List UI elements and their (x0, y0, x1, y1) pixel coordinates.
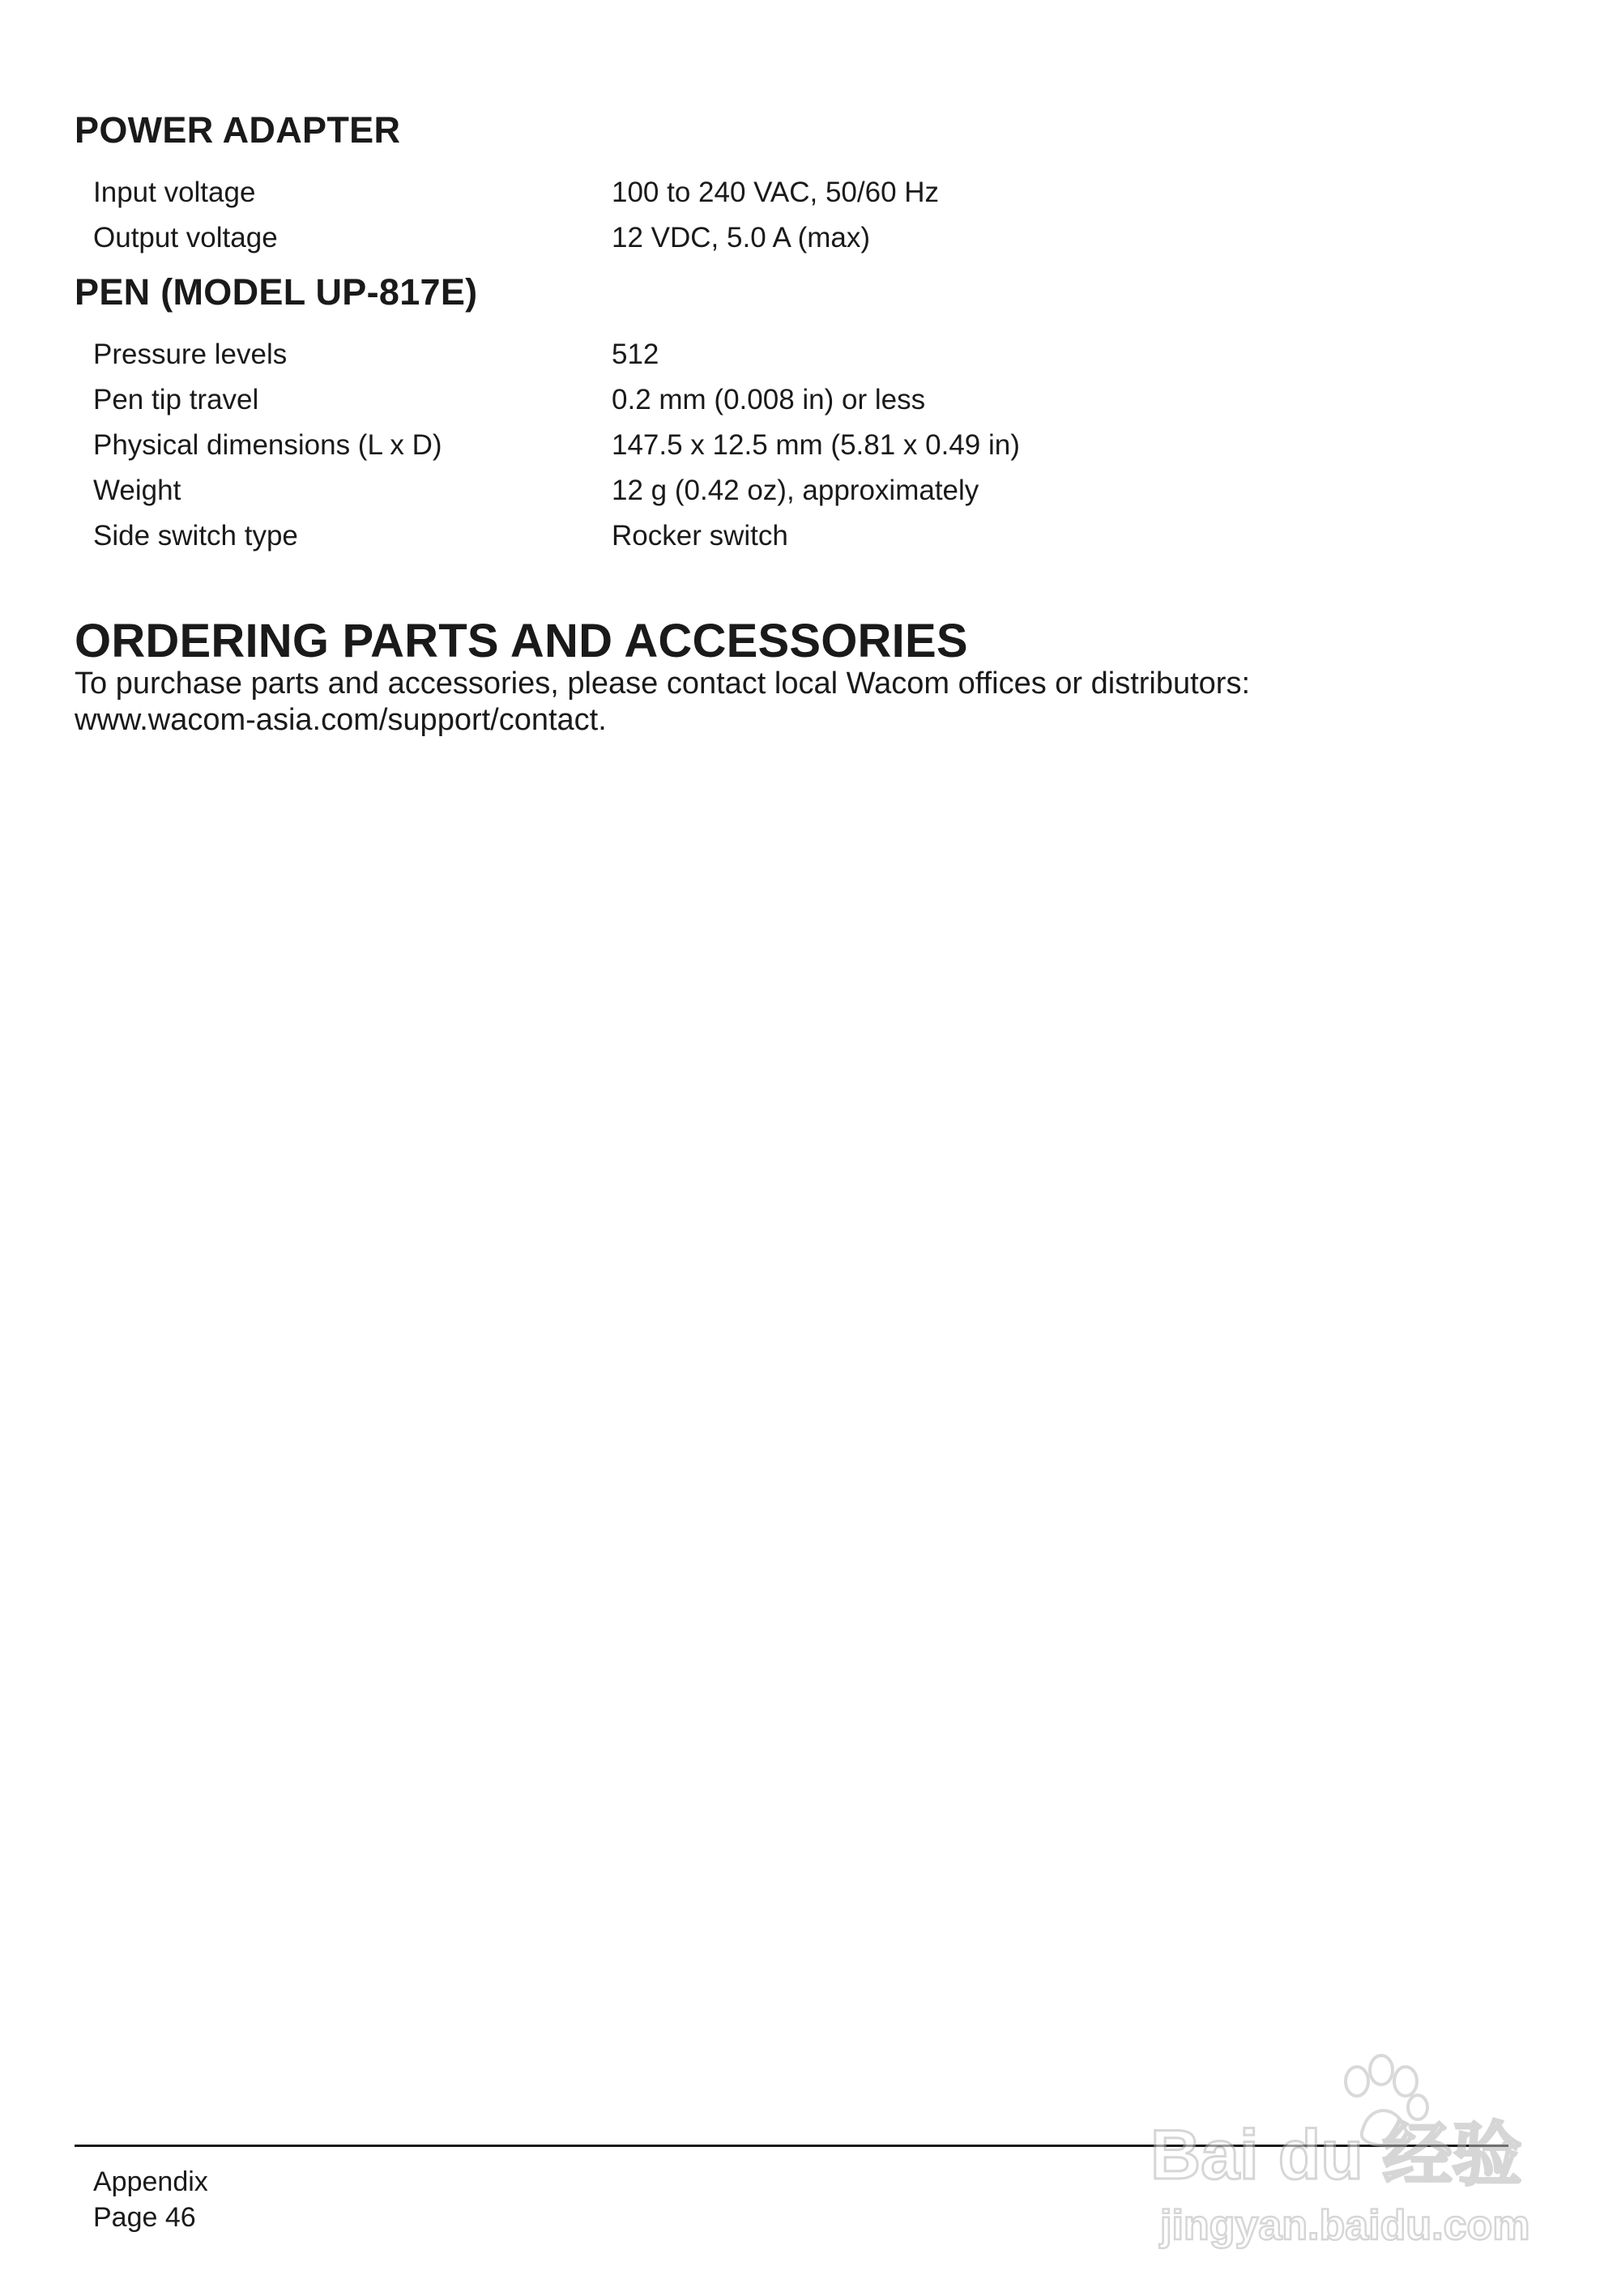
footer-page-number: Page 46 (93, 2202, 196, 2233)
page-footer (93, 2164, 208, 2235)
spec-value: 12 g (0.42 oz), approximately (612, 475, 979, 506)
ordering-text-line: To purchase parts and accessories, please contact local Wacom offices or distributors: (75, 667, 1251, 701)
spec-row (93, 215, 1470, 261)
watermark-url-text: jingyan.baidu.com (1160, 2202, 1530, 2249)
spec-label: Pen tip travel (93, 384, 259, 415)
spec-row (93, 468, 1470, 513)
spec-row (93, 170, 1470, 215)
spec-label: Weight (93, 475, 181, 506)
spec-label: Input voltage (93, 177, 256, 208)
ordering-url: www.wacom-asia.com/support/contact. (75, 703, 607, 737)
pen-spec-table (93, 332, 1470, 559)
spec-value: 512 (612, 339, 659, 370)
spec-value: 12 VDC, 5.0 A (max) (612, 222, 871, 253)
pen-heading: PEN (MODEL UP-817E) (75, 271, 478, 313)
spec-row (93, 332, 1470, 377)
spec-value: 100 to 240 VAC, 50/60 Hz (612, 177, 940, 208)
watermark-logo-text: Bai du 经验 (1150, 2116, 1522, 2194)
ordering-paragraph (75, 666, 1533, 739)
power-adapter-spec-table (93, 170, 1470, 261)
spec-value: 147.5 x 12.5 mm (5.81 x 0.49 in) (612, 429, 1020, 461)
spec-value: 0.2 mm (0.008 in) or less (612, 384, 926, 415)
spec-label: Physical dimensions (L x D) (93, 429, 442, 461)
spec-row (93, 513, 1470, 559)
footer-section-label: Appendix (93, 2166, 208, 2197)
spec-label: Pressure levels (93, 339, 288, 370)
spec-label: Output voltage (93, 222, 278, 253)
power-adapter-heading: POWER ADAPTER (75, 109, 401, 151)
ordering-heading: ORDERING PARTS AND ACCESSORIES (75, 615, 968, 667)
spec-row (93, 423, 1470, 468)
spec-row (93, 377, 1470, 423)
spec-label: Side switch type (93, 520, 298, 552)
spec-value: Rocker switch (612, 520, 788, 552)
baidu-watermark-logo (1150, 2041, 1531, 2251)
